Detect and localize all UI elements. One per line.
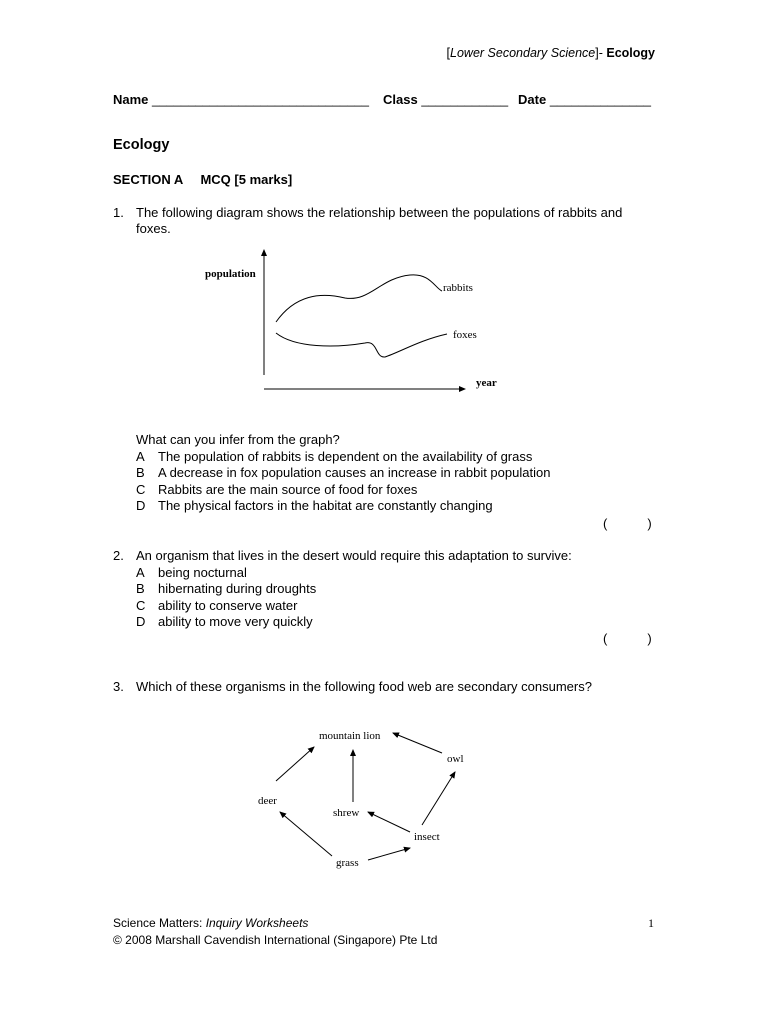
question-3-number: 3. [113, 679, 124, 694]
question-1-text-line1: The following diagram shows the relationship between the populations of rabbits and [136, 205, 623, 220]
option-text: The physical factors in the habitat are constantly changing [158, 498, 493, 513]
node-deer: deer [258, 795, 277, 807]
date-blank: ______________ [549, 92, 652, 107]
section-heading [113, 172, 292, 187]
name-label: Name [113, 92, 149, 107]
running-header [447, 46, 655, 60]
footer-series [113, 916, 308, 930]
header-subject: Lower Secondary Science [450, 46, 596, 60]
answer-open-paren: ( [603, 631, 608, 646]
option-1d[interactable] [136, 498, 550, 515]
option-text: ability to conserve water [158, 597, 298, 613]
option-1a[interactable] [136, 449, 550, 466]
node-shrew: shrew [333, 807, 360, 819]
option-text: ability to move very quickly [158, 614, 313, 629]
option-letter: D [136, 614, 146, 629]
date-field[interactable] [518, 92, 651, 107]
page-title: Ecology [113, 137, 170, 153]
option-letter: C [136, 597, 146, 613]
class-label: Class [383, 92, 418, 107]
arrow-owl-to-lion [393, 733, 442, 753]
question-2-number: 2. [113, 548, 124, 563]
y-axis-label: population [205, 268, 256, 280]
arrow-deer-to-lion [276, 747, 314, 781]
rabbits-label: rabbits [443, 282, 473, 294]
class-field[interactable] [383, 92, 508, 107]
question-2-text: An organism that lives in the desert would require this adaptation to survive: [136, 548, 572, 563]
section-label: SECTION A [113, 172, 183, 187]
answer-box-2[interactable] [603, 631, 652, 646]
option-letter: D [136, 498, 146, 513]
foxes-label: foxes [453, 329, 477, 341]
arrow-insect-to-shrew [368, 812, 410, 832]
rabbits-curve [276, 275, 442, 322]
footer-series-title: Inquiry Worksheets [205, 916, 309, 930]
option-letter: A [136, 564, 145, 580]
question-2-body [136, 548, 572, 631]
answer-close-paren: ) [647, 516, 652, 531]
node-owl: owl [447, 753, 464, 765]
option-2d[interactable] [136, 614, 572, 631]
option-text: A decrease in fox population causes an increase in rabbit population [158, 465, 551, 480]
footer-copyright: © 2008 Marshall Cavendish International (Singapore) Pte Ltd [113, 933, 438, 947]
date-label: Date [518, 92, 547, 107]
option-text: Rabbits are the main source of food for foxes [158, 481, 418, 497]
question-1-text-line2: foxes. [136, 221, 171, 236]
option-letter: C [136, 481, 146, 497]
food-web-diagram [250, 720, 490, 880]
node-mountain-lion: mountain lion [319, 730, 381, 742]
option-1c[interactable] [136, 482, 550, 499]
option-2c[interactable] [136, 598, 572, 615]
arrow-grass-to-insect [368, 848, 410, 860]
answer-open-paren: ( [603, 516, 608, 531]
answer-close-paren: ) [647, 631, 652, 646]
option-text: being nocturnal [158, 564, 247, 580]
page-number: 1 [648, 916, 654, 930]
arrow-grass-to-deer [280, 812, 332, 856]
header-bracket-close: ]- [595, 46, 607, 60]
x-axis-label: year [476, 377, 497, 389]
question-1-body [136, 432, 550, 515]
option-text: hibernating during droughts [158, 581, 317, 596]
node-grass: grass [336, 857, 359, 869]
arrow-insect-to-owl [422, 772, 455, 825]
option-2b[interactable] [136, 581, 572, 598]
question-1-number: 1. [113, 205, 124, 220]
option-text: The population of rabbits is dependent on the availability of grass [158, 448, 533, 464]
question-3-text: Which of these organisms in the following food web are secondary consumers? [136, 679, 592, 694]
foxes-curve [276, 333, 447, 357]
node-insect: insect [414, 831, 440, 843]
option-1b[interactable] [136, 465, 550, 482]
option-letter: B [136, 465, 145, 480]
section-type: MCQ [5 marks] [200, 172, 293, 187]
population-graph [195, 240, 515, 410]
answer-box-1[interactable] [603, 516, 652, 531]
header-topic: Ecology [606, 46, 655, 60]
option-2a[interactable] [136, 565, 572, 582]
name-blank: ______________________________ [152, 92, 369, 107]
name-field[interactable] [113, 92, 369, 107]
footer-series-prefix: Science Matters: [113, 916, 206, 930]
class-blank: ____________ [421, 92, 509, 107]
option-letter: B [136, 581, 145, 596]
question-1-text [136, 205, 622, 237]
option-letter: A [136, 448, 145, 464]
header-bracket-open: [ [446, 46, 451, 60]
question-1-prompt: What can you infer from the graph? [136, 432, 340, 447]
